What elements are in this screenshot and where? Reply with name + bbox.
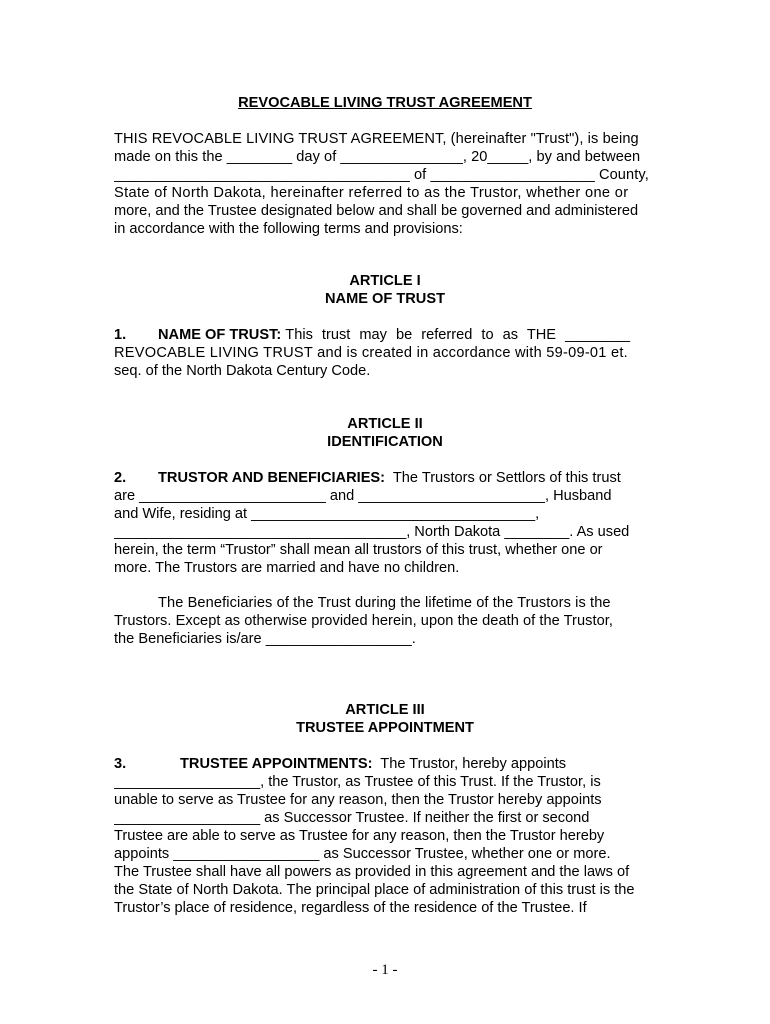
- article-3-line: __________________, the Trustor, as Trustee of this Trust. If the Trustor, is: [114, 774, 601, 790]
- beneficiaries-line: The Beneficiaries of the Trust during the lifetime of the Trustors is the: [158, 595, 611, 611]
- section-label: TRUSTOR AND BENEFICIARIES:: [158, 470, 386, 486]
- article-3-line: appoints __________________ as Successor Trustee, whether one or more.: [114, 846, 611, 862]
- page-number: - 1 -: [372, 962, 398, 978]
- article-3-line: Trustor’s place of residence, regardless of the residence of the Trustee. If: [114, 900, 587, 916]
- section-number: 1.: [114, 327, 127, 343]
- article-3-line: [114, 755, 659, 773]
- article-3-subheading: TRUSTEE APPOINTMENT: [296, 720, 474, 736]
- article-3-line: __________________ as Successor Trustee. If neither the first or second: [114, 810, 590, 826]
- article-1-line: seq. of the North Dakota Century Code.: [114, 363, 371, 379]
- section-label: TRUSTEE APPOINTMENTS:: [180, 756, 373, 772]
- article-3-text: The Trustor, hereby appoints: [380, 756, 567, 772]
- article-2-line: ____________________________________, North Dakota ________. As used: [114, 524, 630, 540]
- article-3-line: unable to serve as Trustee for any reason, then the Trustor hereby appoints: [114, 792, 602, 808]
- article-2-section: [114, 469, 656, 577]
- article-1-heading-block: [114, 272, 656, 308]
- beneficiaries-line: Trustors. Except as otherwise provided herein, upon the death of the Trustor,: [114, 613, 613, 629]
- article-3-line: the State of North Dakota. The principal place of administration of this trust is the: [114, 882, 635, 898]
- intro-paragraph: [114, 130, 656, 238]
- article-2-heading: ARTICLE II: [347, 416, 423, 432]
- article-3-section: [114, 755, 659, 917]
- article-3-line: Trustee are able to serve as Trustee for any reason, then the Trustor hereby: [114, 828, 605, 844]
- intro-line: made on this the ________ day of _______________, 20_____, by and between: [114, 149, 641, 165]
- article-1-line: REVOCABLE LIVING TRUST and is created in accordance with 59-09-01 et.: [114, 345, 628, 361]
- article-1-section: [114, 326, 656, 380]
- intro-line: THIS REVOCABLE LIVING TRUST AGREEMENT, (hereinafter "Trust"), is being: [114, 131, 639, 147]
- intro-line: ____________________________________ of ____________________ County,: [114, 167, 649, 183]
- article-2-text: The Trustors or Settlors of this trust: [392, 470, 621, 486]
- article-2-heading-block: [114, 415, 656, 451]
- intro-line: more, and the Trustee designated below and shall be governed and administered: [114, 203, 639, 219]
- article-1-line: [114, 326, 656, 344]
- article-3-line: The Trustee shall have all powers as provided in this agreement and the laws of: [114, 864, 630, 880]
- article-1-subheading: NAME OF TRUST: [325, 291, 445, 307]
- document-title-block: [114, 94, 656, 112]
- section-number: 2.: [114, 470, 127, 486]
- section-label: NAME OF TRUST:: [158, 327, 282, 343]
- article-1-text: This trust may be referred to as THE ________: [285, 327, 631, 343]
- article-3-heading: ARTICLE III: [345, 702, 425, 718]
- document-title: REVOCABLE LIVING TRUST AGREEMENT: [238, 95, 532, 111]
- article-2-subheading: IDENTIFICATION: [327, 434, 443, 450]
- intro-line: State of North Dakota, hereinafter referred to as the Trustor, whether one or: [114, 185, 629, 201]
- article-2-line: [114, 469, 656, 487]
- article-2-line: and Wife, residing at ___________________________________,: [114, 506, 540, 522]
- article-2-beneficiaries-paragraph: [114, 594, 656, 648]
- article-2-line: more. The Trustors are married and have no children.: [114, 560, 460, 576]
- intro-line: in accordance with the following terms and provisions:: [114, 221, 463, 237]
- beneficiaries-line: the Beneficiaries is/are __________________.: [114, 631, 416, 647]
- article-2-line: herein, the term “Trustor” shall mean all trustors of this trust, whether one or: [114, 542, 603, 558]
- article-3-heading-block: [114, 701, 656, 737]
- article-1-heading: ARTICLE I: [349, 273, 421, 289]
- article-2-line: are _______________________ and _______________________, Husband: [114, 488, 612, 504]
- section-number: 3.: [114, 756, 127, 772]
